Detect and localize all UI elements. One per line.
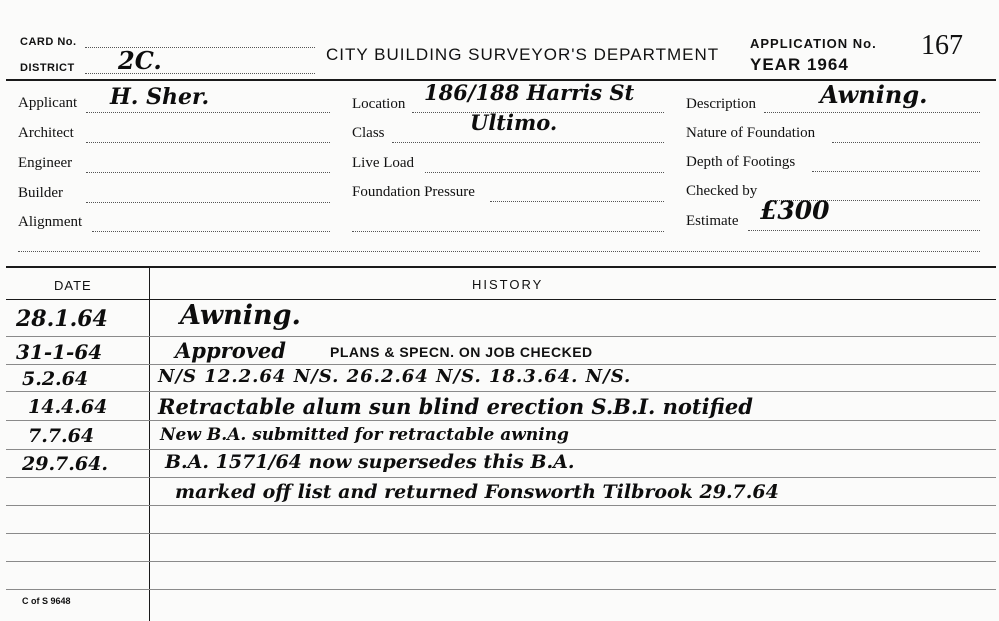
foundation-pressure-label: Foundation Pressure [352,184,475,200]
row-history: marked off list and returned Fonsworth Tilbrook 29.7.64 [175,481,779,503]
applicant-value: H. Sher. [110,84,210,110]
class-label: Class [352,125,385,141]
live-load-label: Live Load [352,155,415,171]
row-date: 5.2.64 [22,368,89,390]
row-rule [6,364,996,365]
checked-stamp: PLANS & SPECN. ON JOB CHECKED [330,344,593,360]
row-date: 7.7.64 [28,425,95,447]
table-header-rule [6,299,996,300]
application-no-value: 167 [921,30,963,61]
row-rule [6,391,996,392]
alignment-line [92,231,330,232]
row-date: 14.4.64 [28,396,108,418]
engineer-label: Engineer [18,155,73,171]
architect-line [86,142,330,143]
description-value: Awning. [820,80,928,109]
foundation-pressure-line [490,201,664,202]
row-rule [6,505,996,506]
builder-label: Builder [18,185,63,201]
row-history: Awning. [180,300,301,331]
row-history: N/S 12.2.64 N/S. 26.2.64 N/S. 18.3.64. N/S. [158,366,632,387]
live-load-line [425,172,664,173]
class-line [392,142,664,143]
year-label: YEAR 1964 [750,55,849,74]
estimate-label: Estimate [686,213,739,229]
description-label: Description [686,96,756,112]
row-date: 28.1.64 [16,306,108,332]
applicant-label: Applicant [18,95,78,111]
row-rule [6,589,996,590]
row-rule [6,420,996,421]
row-history: New B.A. submitted for retractable awning [160,425,569,445]
builder-line [86,202,330,203]
form-code: C of S 9648 [22,596,71,606]
row-rule [6,533,996,534]
row-rule [6,477,996,478]
department-title: CITY BUILDING SURVEYOR'S DEPARTMENT [326,45,720,64]
card-no-label: CARD No. [20,36,77,48]
row-history: B.A. 1571/64 now supersedes this B.A. [165,451,575,473]
location-value-suburb: Ultimo. [470,110,558,135]
description-line [764,112,980,113]
row-date: 31-1-64 [16,340,103,364]
engineer-line [86,172,330,173]
depth-of-footings-label: Depth of Footings [686,154,796,170]
column-2-blank-line [352,231,664,232]
history-header: HISTORY [472,277,544,292]
field-block-bottom-line [18,251,980,252]
alignment-label: Alignment [18,214,83,230]
estimate-value: £300 [760,196,830,225]
row-rule [6,449,996,450]
date-column-divider [149,266,150,621]
nature-of-foundation-line [832,142,980,143]
row-rule [6,561,996,562]
application-no-label: APPLICATION No. [750,36,877,51]
date-header: DATE [54,278,92,293]
row-history: Retractable alum sun blind erection S.B.I. notified [158,394,753,419]
architect-label: Architect [18,125,74,141]
estimate-line [748,230,980,231]
applicant-line [86,112,330,113]
location-label: Location [352,96,406,112]
row-rule [6,336,996,337]
table-top-rule [6,266,996,268]
district-value: 2C. [118,46,162,75]
location-value-street: 186/188 Harris St [424,80,635,105]
district-label: DISTRICT [20,62,75,74]
row-history: Approved [175,338,286,363]
nature-of-foundation-label: Nature of Foundation [686,125,816,141]
checked-by-label: Checked by [686,183,758,199]
depth-of-footings-line [812,171,980,172]
row-date: 29.7.64. [22,453,108,475]
